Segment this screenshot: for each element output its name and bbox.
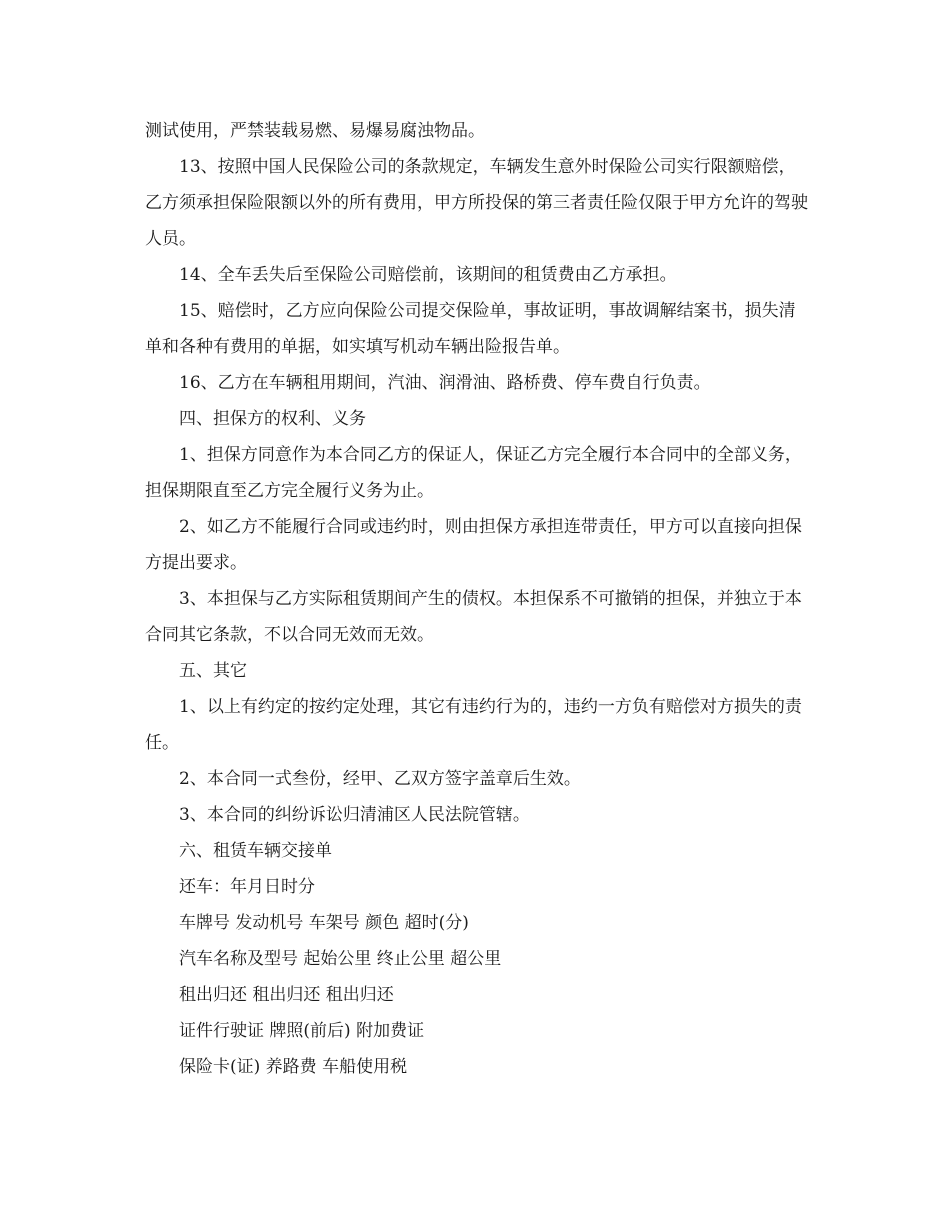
- paragraph: 3、本担保与乙方实际租赁期间产生的债权。本担保系不可撤销的担保，并独立于本合同其它条款，不以合同无效而无效。: [145, 589, 802, 645]
- form-line: 证件行驶证 牌照(前后) 附加费证: [179, 1021, 425, 1041]
- form-line: 保险卡(证) 养路费 车船使用税: [179, 1057, 408, 1077]
- paragraph: 2、本合同一式叁份，经甲、乙双方签字盖章后生效。: [179, 769, 581, 789]
- paragraph: 14、全车丢失后至保险公司赔偿前，该期间的租赁费由乙方承担。: [179, 265, 677, 285]
- paragraph: 测试使用，严禁装载易燃、易爆易腐浊物品。: [145, 121, 485, 141]
- form-line: 租出归还 租出归还 租出归还: [179, 985, 394, 1005]
- section-heading: 六、租赁车辆交接单: [179, 841, 332, 861]
- form-line: 还车：年月日时分: [179, 877, 315, 897]
- document-body: [145, 113, 810, 1085]
- paragraph: 3、本合同的纠纷诉讼归清浦区人民法院管辖。: [179, 805, 530, 825]
- paragraph: 15、赔偿时，乙方应向保险公司提交保险单，事故证明，事故调解结案书，损失清单和各种有费用的单据，如实填写机动车辆出险报告单。: [145, 301, 796, 357]
- paragraph: 1、以上有约定的按约定处理，其它有违约行为的，违约一方负有赔偿对方损失的责任。: [145, 697, 802, 753]
- paragraph: 1、担保方同意作为本合同乙方的保证人，保证乙方完全履行本合同中的全部义务，担保期限直至乙方完全履行义务为止。: [145, 445, 802, 501]
- paragraph: 16、乙方在车辆租用期间，汽油、润滑油、路桥费、停车费自行负责。: [179, 373, 711, 393]
- paragraph: 13、按照中国人民保险公司的条款规定，车辆发生意外时保险公司实行限额赔偿，乙方须承担保险限额以外的所有费用，甲方所投保的第三者责任险仅限于甲方允许的驾驶人员。: [145, 157, 808, 249]
- form-line: 汽车名称及型号 起始公里 终止公里 超公里: [179, 949, 502, 969]
- section-heading: 五、其它: [179, 661, 247, 681]
- paragraph: 2、如乙方不能履行合同或违约时，则由担保方承担连带责任，甲方可以直接向担保方提出要求。: [145, 517, 802, 573]
- form-line: 车牌号 发动机号 车架号 颜色 超时(分): [179, 913, 469, 933]
- section-heading: 四、担保方的权利、义务: [179, 409, 366, 429]
